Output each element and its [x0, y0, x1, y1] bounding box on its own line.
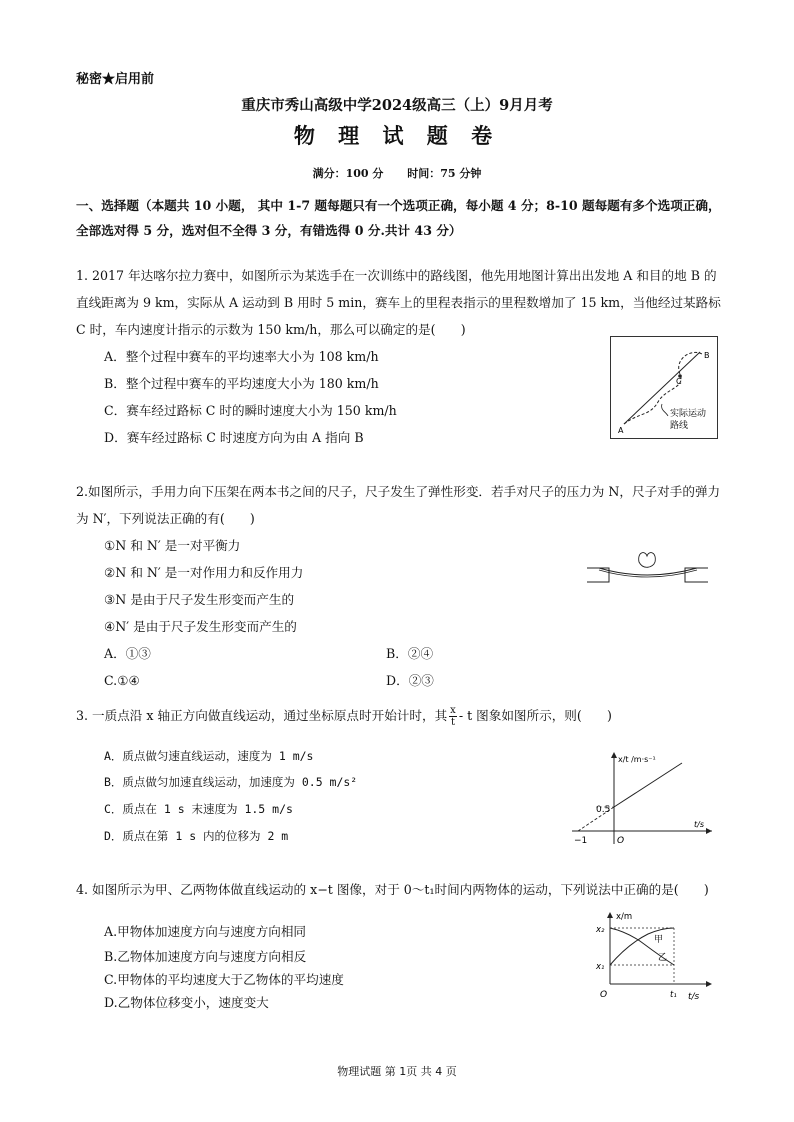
q3-stem-post: - t 图象如图所示，则( ): [458, 708, 612, 723]
q4-origin: O: [600, 990, 608, 1000]
q1-label-a: A: [618, 426, 624, 435]
q4-option-a: A.甲物体加速度方向与速度方向相同: [104, 924, 307, 939]
q1-option-d: D．赛车经过路标 C 时速度方向为由 A 指向 B: [104, 430, 364, 445]
q4-graph: [592, 908, 717, 1004]
section-heading: 一、选择题（本题共 10 小题， 其中 1-7 题每题只有一个选项正确，每小题 4 分；8-10 题每题有多个选项正确，全部选对得 5 分，选对但不全得 3 分，有错选得 0 分.共计 43 分）: [76, 198, 721, 238]
q3-stem-pre: 3. 一质点沿 x 轴正方向做直线运动，通过坐标原点时开始计时，其: [76, 708, 448, 723]
q4-option-c: C.甲物体的平均速度大于乙物体的平均速度: [104, 972, 344, 987]
q3-origin: O: [617, 836, 625, 846]
exam-subtitle: 物 理 试 题 卷: [293, 123, 501, 148]
q3-y-tick: 0.5: [596, 805, 611, 815]
q3-xlabel: t/s: [694, 820, 704, 829]
q4-option-d: D.乙物体位移变小，速度变大: [104, 995, 269, 1010]
q4-x2-label: x₂: [596, 925, 605, 935]
exam-meta: [0, 165, 794, 181]
q1-option-b: B．整个过程中赛车的平均速度大小为 180 km/h: [104, 376, 379, 391]
q3-ylabel: x/t /m·s⁻¹: [618, 755, 656, 764]
q2-statement-4: ④N′ 是由于尺子发生形变而产生的: [104, 619, 297, 634]
q3-data-line: [614, 763, 682, 807]
confidential-mark: 秘密★启用前: [76, 72, 155, 87]
q2-statement-3: ③N 是由于尺子发生形变而产生的: [104, 592, 295, 607]
q2-hand: [639, 553, 656, 568]
q3-option-b: B．质点做匀加速直线运动，加速度为 0.5 m/s²: [104, 775, 358, 789]
q1-label-c: C: [676, 377, 682, 386]
q4-option-b: B.乙物体加速度方向与速度方向相反: [104, 949, 307, 964]
q2-option-a: A．①③: [104, 646, 151, 661]
score-info: 满分：100 分: [312, 167, 384, 180]
q4-label-yi: 乙: [658, 953, 668, 963]
q3-frac-num: x: [450, 705, 456, 716]
q4-xlabel: t/s: [688, 992, 700, 1002]
q1-route-caption-1: 实际运动: [670, 409, 707, 419]
q3-stem: [76, 702, 726, 729]
q2-statement-2: ②N 和 N′ 是一对作用力和反作用力: [104, 565, 304, 580]
q3-option-d: D．质点在第 1 s 内的位移为 2 m: [104, 829, 289, 843]
q4-t1-label: t₁: [670, 990, 677, 1000]
q4-ylabel: x/m: [616, 912, 633, 922]
q3-option-c: C．质点在 1 s 末速度为 1.5 m/s: [104, 802, 293, 816]
exam-title: 重庆市秀山高级中学2024级高三（上）9月月考: [241, 97, 553, 114]
q1-route-caption-2: 路线: [670, 421, 689, 431]
q1-route-figure: [610, 336, 718, 439]
q1-label-b: B: [704, 351, 710, 360]
q3-fraction: [449, 705, 457, 728]
q2-statement-1: ①N 和 N′ 是一对平衡力: [104, 538, 241, 553]
time-info: 时间：75 分钟: [407, 167, 482, 180]
q2-ruler-figure: [585, 548, 710, 588]
q2-option-c: C.①④: [104, 673, 140, 688]
q2-option-b: B．②④: [386, 646, 434, 661]
q2-stem: 2.如图所示，手用力向下压架在两本书之间的尺子，尺子发生了弹性形变．若手对尺子的压力为 N，尺子对手的弹力为 N′，下列说法正确的有( ): [76, 484, 721, 526]
q1-option-a: A．整个过程中赛车的平均速率大小为 108 km/h: [104, 349, 379, 364]
q3-x-tick: −1: [574, 836, 588, 846]
q4-stem: 4. 如图所示为甲、乙两物体做直线运动的 x−t 图像，对于 0～t₁时间内两物体的运动，下列说法中正确的是( ): [76, 882, 709, 897]
q4-label-jia: 甲: [654, 935, 664, 945]
q1-stem: 1. 2017 年达喀尔拉力赛中，如图所示为某选手在一次训练中的路线图，他先用地图计算出出发地 A 和目的地 B 的直线距离为 9 km，实际从 A 运动到 B 用时 5 min，赛车上的里程表指示的里程数增加了 15 km，当他经过某路标 C 时，车内速度计指示的示数为 150 km/h，那么可以确定的是( ): [76, 268, 721, 337]
page-footer: 物理试题 第 1页 共 4 页: [337, 1065, 457, 1078]
q3-graph: [566, 748, 716, 848]
q4-x1-label: x₁: [596, 962, 605, 972]
q1-option-c: C．赛车经过路标 C 时的瞬时速度大小为 150 km/h: [104, 403, 397, 418]
q2-option-d: D．②③: [386, 673, 434, 688]
q3-frac-den: t: [450, 717, 455, 728]
q3-option-a: A．质点做匀速直线运动，速度为 1 m/s: [104, 749, 314, 763]
